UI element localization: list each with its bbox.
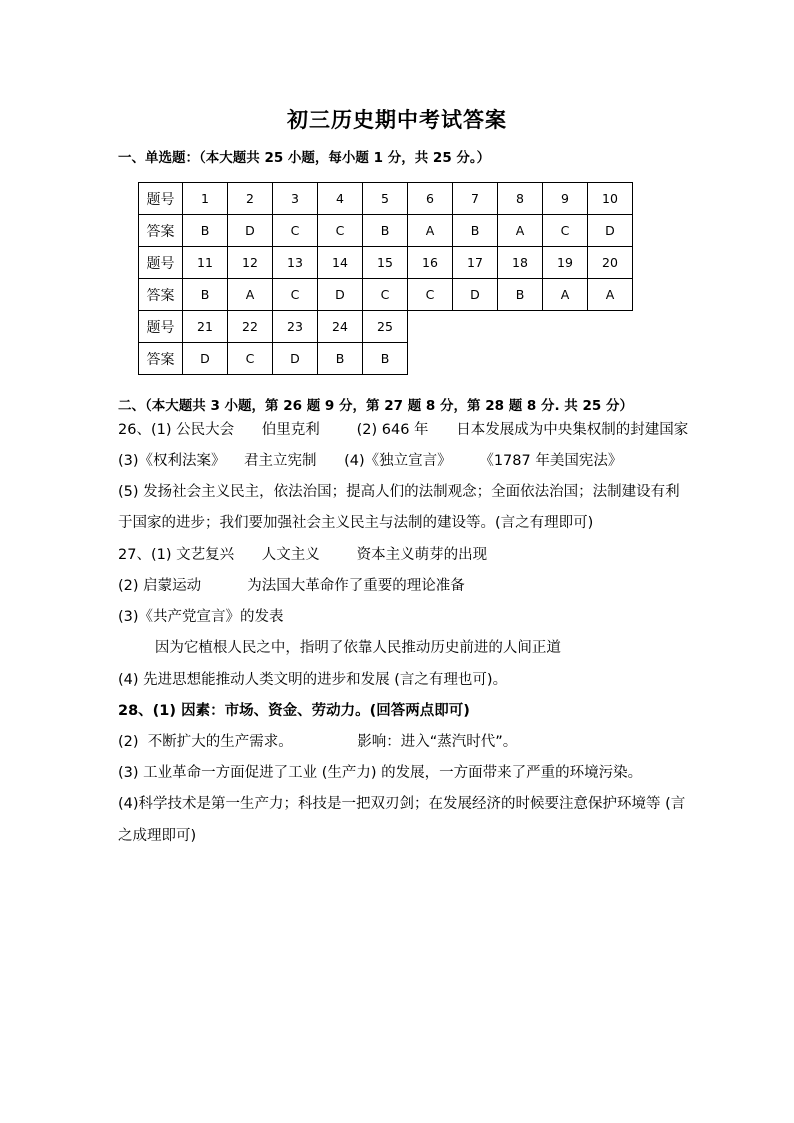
answer-line-26-3: (3)《权利法案》 君主立宪制 (4)《独立宣言》 《1787 年美国宪法》: [118, 453, 623, 469]
answer-line-26-5a: (5) 发扬社会主义民主，依法治国；提高人们的法制观念；全面依法治国；法制建设有利: [118, 484, 680, 500]
table-cell: 16: [408, 247, 453, 279]
table-row: [139, 247, 633, 279]
table-cell: C: [408, 279, 453, 311]
table-row-header: 答案: [139, 215, 183, 247]
table-cell: A: [228, 279, 273, 311]
table-empty-cell: [453, 311, 498, 343]
table-cell: 19: [543, 247, 588, 279]
table-cell: C: [273, 279, 318, 311]
answer-line-28-3: (3) 工业革命一方面促进了工业 (生产力) 的发展，一方面带来了严重的环境污染。: [118, 765, 643, 781]
table-cell: 20: [588, 247, 633, 279]
answer-table: [138, 182, 633, 375]
table-row: [139, 343, 633, 375]
table-cell: 13: [273, 247, 318, 279]
table-cell: 11: [183, 247, 228, 279]
answer-line-28-2: (2) 不断扩大的生产需求。 影响：进入“蒸汽时代”。: [118, 734, 518, 750]
table-cell: 9: [543, 183, 588, 215]
table-cell: A: [588, 279, 633, 311]
table-cell: 5: [363, 183, 408, 215]
table-empty-cell: [588, 311, 633, 343]
table-cell: D: [318, 279, 363, 311]
answer-line-26-1: 26、(1) 公民大会 伯里克利 (2) 646 年 日本发展成为中央集权制的封建国家: [118, 422, 689, 438]
table-cell: A: [498, 215, 543, 247]
table-cell: D: [588, 215, 633, 247]
table-row: [139, 183, 633, 215]
answer-line-27-1: 27、(1) 文艺复兴 人文主义 资本主义萌芽的出现: [118, 547, 488, 563]
answer-line-28-4a: (4)科学技术是第一生产力；科技是一把双刃剑；在发展经济的时候要注意保护环境等 (言: [118, 796, 686, 812]
table-cell: D: [273, 343, 318, 375]
table-cell: 17: [453, 247, 498, 279]
table-cell: 18: [498, 247, 543, 279]
table-cell: 21: [183, 311, 228, 343]
table-cell: D: [228, 215, 273, 247]
table-cell: B: [183, 215, 228, 247]
table-row: [139, 215, 633, 247]
table-cell: 24: [318, 311, 363, 343]
table-cell: 6: [408, 183, 453, 215]
table-cell: B: [363, 215, 408, 247]
answer-line-28-4b: 之成理即可): [118, 828, 197, 844]
table-cell: B: [498, 279, 543, 311]
table-cell: 22: [228, 311, 273, 343]
table-empty-cell: [588, 343, 633, 375]
table-cell: C: [543, 215, 588, 247]
table-empty-cell: [453, 343, 498, 375]
table-cell: B: [453, 215, 498, 247]
table-cell: B: [363, 343, 408, 375]
table-cell: 2: [228, 183, 273, 215]
table-empty-cell: [498, 343, 543, 375]
table-cell: 25: [363, 311, 408, 343]
table-row-header: 答案: [139, 343, 183, 375]
table-cell: B: [318, 343, 363, 375]
table-cell: 12: [228, 247, 273, 279]
answer-line-27-3b: 因为它植根人民之中，指明了依靠人民推动历史前进的人间正道: [118, 640, 561, 656]
table-empty-cell: [543, 343, 588, 375]
answer-line-28-1: 28、(1) 因素：市场、资金、劳动力。(回答两点即可): [118, 703, 470, 719]
table-cell: 7: [453, 183, 498, 215]
table-row: [139, 311, 633, 343]
table-empty-cell: [408, 311, 453, 343]
table-cell: 15: [363, 247, 408, 279]
table-cell: 1: [183, 183, 228, 215]
table-row-header: 题号: [139, 311, 183, 343]
table-cell: B: [183, 279, 228, 311]
table-cell: C: [318, 215, 363, 247]
table-empty-cell: [408, 343, 453, 375]
table-cell: C: [273, 215, 318, 247]
table-cell: C: [363, 279, 408, 311]
section-2-heading: 二、（本大题共 3 小题，第 26 题 9 分，第 27 题 8 分，第 28 题 8 分. 共 25 分）: [118, 398, 633, 414]
table-row-header: 题号: [139, 183, 183, 215]
table-cell: 3: [273, 183, 318, 215]
table-cell: 23: [273, 311, 318, 343]
page-title: 初三历史期中考试答案: [287, 107, 507, 132]
table-cell: A: [543, 279, 588, 311]
table-row-header: 答案: [139, 279, 183, 311]
section-1-heading: 一、单选题：（本大题共 25 小题，每小题 1 分，共 25 分。）: [118, 150, 491, 166]
table-cell: 4: [318, 183, 363, 215]
table-cell: D: [183, 343, 228, 375]
answer-line-26-5b: 于国家的进步；我们要加强社会主义民主与法制的建设等。(言之有理即可): [118, 515, 594, 531]
table-cell: A: [408, 215, 453, 247]
table-empty-cell: [543, 311, 588, 343]
table-cell: 10: [588, 183, 633, 215]
table-row-header: 题号: [139, 247, 183, 279]
table-cell: C: [228, 343, 273, 375]
answer-line-27-4: (4) 先进思想能推动人类文明的进步和发展 (言之有理也可)。: [118, 672, 508, 688]
table-cell: D: [453, 279, 498, 311]
table-cell: 14: [318, 247, 363, 279]
answer-line-27-2: (2) 启蒙运动 为法国大革命作了重要的理论准备: [118, 578, 465, 594]
answer-line-27-3a: (3)《共产党宣言》的发表: [118, 609, 284, 625]
table-cell: 8: [498, 183, 543, 215]
table-empty-cell: [498, 311, 543, 343]
table-row: [139, 279, 633, 311]
